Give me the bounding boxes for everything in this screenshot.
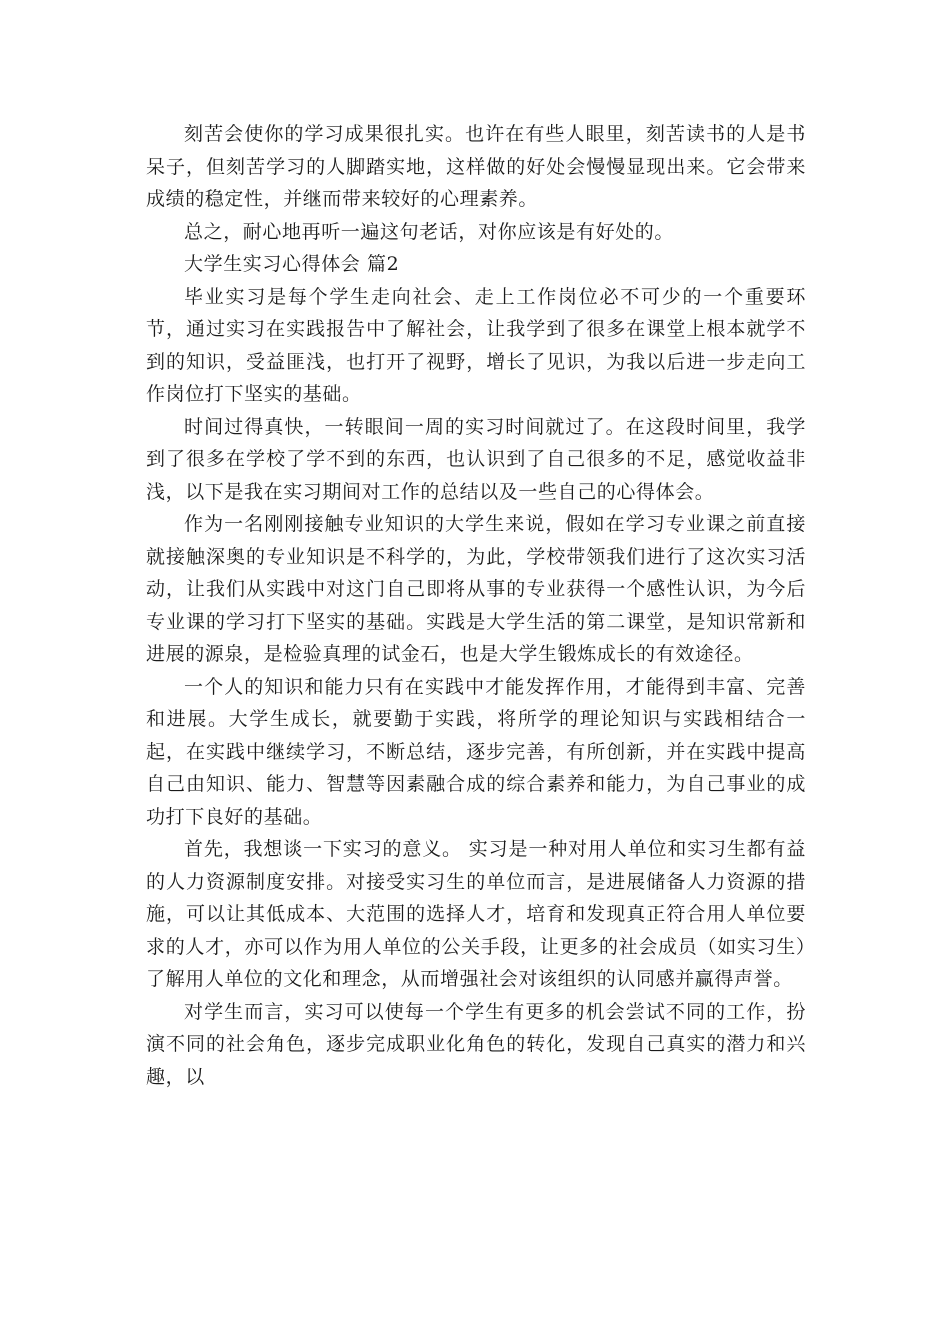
paragraph: 毕业实习是每个学生走向社会、走上工作岗位必不可少的一个重要环节，通过实习在实践报告中了解社会，让我学到了很多在课堂上根本就学不到的知识，受益匪浅，也打开了视野，增长了见识，为我以后进一步走向工作岗位打下坚实的基础。: [146, 285, 806, 405]
paragraph: 一个人的知识和能力只有在实践中才能发挥作用，才能得到丰富、完善和进展。大学生成长，就要勤于实践，将所学的理论知识与实践相结合一起，在实践中继续学习，不断总结，逐步完善，有所创新，并在实践中提高自己由知识、能力、智慧等因素融合成的综合素养和能力，为自己事业的成功打下良好的基础。: [146, 675, 806, 828]
paragraph: 首先，我想谈一下实习的意义。 实习是一种对用人单位和实习生都有益的人力资源制度安排。对接受实习生的单位而言，是进展储备人力资源的措施，可以让其低成本、大范围的选择人才，培育和发现真正符合用人单位要求的人才，亦可以作为用人单位的公关手段，让更多的社会成员（如实习生）了解用人单位的文化和理念，从而增强社会对该组织的认同感并赢得声誉。: [146, 838, 806, 990]
paragraph: 作为一名刚刚接触专业知识的大学生来说，假如在学习专业课之前直接就接触深奥的专业知识是不科学的，为此，学校带领我们进行了这次实习活动，让我们从实践中对这门自己即将从事的专业获得一个感性认识，为今后专业课的学习打下坚实的基础。实践是大学生活的第二课堂，是知识常新和进展的源泉，是检验真理的试金石，也是大学生锻炼成长的有效途径。: [146, 513, 806, 665]
paragraph: 时间过得真快，一转眼间一周的实习时间就过了。在这段时间里，我学到了很多在学校了学不到的东西，也认识到了自己很多的不足，感觉收益非浅，以下是我在实习期间对工作的总结以及一些自己的心得体会。: [146, 415, 806, 503]
paragraph: 刻苦会使你的学习成果很扎实。也许在有些人眼里，刻苦读书的人是书呆子，但刻苦学习的人脚踏实地，这样做的好处会慢慢显现出来。它会带来成绩的稳定性，并继而带来较好的心理素养。: [146, 123, 806, 210]
paragraph: 总之，耐心地再听一遍这句老话，对你应该是有好处的。: [184, 220, 675, 243]
document-page: [146, 118, 806, 1093]
paragraph: 对学生而言，实习可以使每一个学生有更多的机会尝试不同的工作，扮演不同的社会角色，逐步完成职业化角色的转化，发现自己真实的潜力和兴趣，以: [146, 1000, 806, 1088]
section-heading: 大学生实习心得体会 篇2: [184, 253, 400, 275]
